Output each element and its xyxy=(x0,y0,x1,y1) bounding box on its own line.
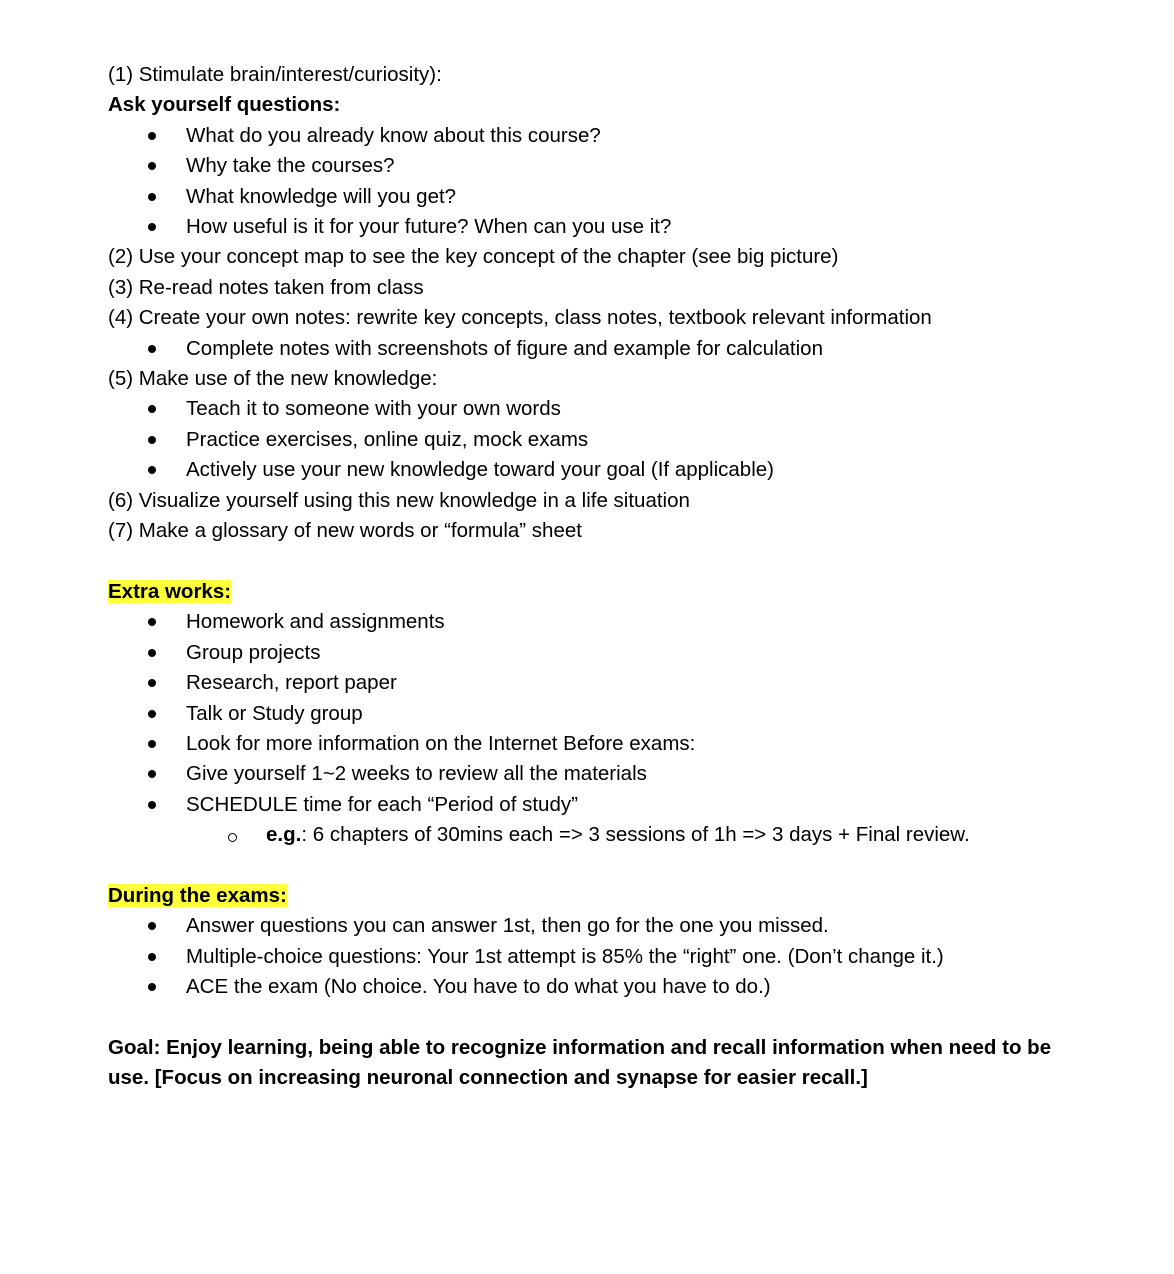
bullet-icon xyxy=(148,223,156,231)
list-item: What knowledge will you get? xyxy=(108,182,1108,212)
list-item: Research, report paper xyxy=(108,668,1108,698)
list-item: Multiple-choice questions: Your 1st attempt is 85% the “right” one. (Don’t change it.) xyxy=(108,942,1108,972)
list-item: What do you already know about this course? xyxy=(108,121,1108,151)
during-exams-list xyxy=(108,911,1108,1002)
step5-list xyxy=(108,394,1108,485)
bullet-icon xyxy=(148,983,156,991)
list-item: How useful is it for your future? When can you use it? xyxy=(108,212,1108,242)
sub-list-item: e.g.: 6 chapters of 30mins each => 3 sessions of 1h => 3 days + Final review. xyxy=(108,820,1108,850)
step3-text: (3) Re-read notes taken from class xyxy=(108,275,424,299)
during-exams-heading: During the exams: xyxy=(108,883,287,907)
step4-list xyxy=(108,334,1108,364)
list-item: Give yourself 1~2 weeks to review all the materials xyxy=(108,759,1108,789)
goal-statement: Goal: Enjoy learning, being able to recognize information and recall information when need to be use. [Focus on increasing neuronal connection and synapse for easier recall.] xyxy=(108,1035,1052,1090)
list-item: ACE the exam (No choice. You have to do what you have to do.) xyxy=(108,972,1108,1002)
list-item: Teach it to someone with your own words xyxy=(108,394,1108,424)
list-item: Why take the courses? xyxy=(108,151,1108,181)
bullet-icon xyxy=(148,436,156,444)
bullet-icon xyxy=(148,649,156,657)
list-item: Look for more information on the Internet Before exams: xyxy=(108,729,1108,759)
step6-text: (6) Visualize yourself using this new knowledge in a life situation xyxy=(108,488,690,512)
ask-questions-heading: Ask yourself questions: xyxy=(108,93,341,117)
bullet-icon xyxy=(148,466,156,474)
bullet-icon xyxy=(148,405,156,413)
bullet-icon xyxy=(148,922,156,930)
extra-works-list xyxy=(108,607,1108,820)
bullet-icon xyxy=(148,801,156,809)
bullet-icon xyxy=(148,770,156,778)
document-body xyxy=(108,60,1108,1094)
bullet-icon xyxy=(148,953,156,961)
schedule-sublist xyxy=(108,820,1108,850)
bullet-icon xyxy=(148,710,156,718)
bullet-icon xyxy=(148,162,156,170)
list-item: Complete notes with screenshots of figure and example for calculation xyxy=(108,334,1108,364)
list-item: Actively use your new knowledge toward your goal (If applicable) xyxy=(108,455,1108,485)
step2-text: (2) Use your concept map to see the key concept of the chapter (see big picture) xyxy=(108,245,839,269)
list-item: Answer questions you can answer 1st, then go for the one you missed. xyxy=(108,911,1108,941)
extra-works-heading: Extra works: xyxy=(108,579,232,603)
step7-text: (7) Make a glossary of new words or “formula” sheet xyxy=(108,519,582,543)
list-item: Talk or Study group xyxy=(108,699,1108,729)
bullet-icon xyxy=(148,132,156,140)
list-item: Homework and assignments xyxy=(108,607,1108,637)
bullet-icon xyxy=(148,679,156,687)
list-item: Practice exercises, online quiz, mock exams xyxy=(108,425,1108,455)
step1-heading: (1) Stimulate brain/interest/curiosity): xyxy=(108,63,442,86)
hollow-bullet-icon xyxy=(228,833,237,842)
questions-list xyxy=(108,121,1108,243)
bullet-icon xyxy=(148,740,156,748)
bullet-icon xyxy=(148,618,156,626)
list-item: Group projects xyxy=(108,638,1108,668)
step5-text: (5) Make use of the new knowledge: xyxy=(108,367,438,391)
bullet-icon xyxy=(148,345,156,353)
list-item: SCHEDULE time for each “Period of study” xyxy=(108,790,1108,820)
step4-text: (4) Create your own notes: rewrite key concepts, class notes, textbook relevant information xyxy=(108,306,932,330)
bullet-icon xyxy=(148,193,156,201)
